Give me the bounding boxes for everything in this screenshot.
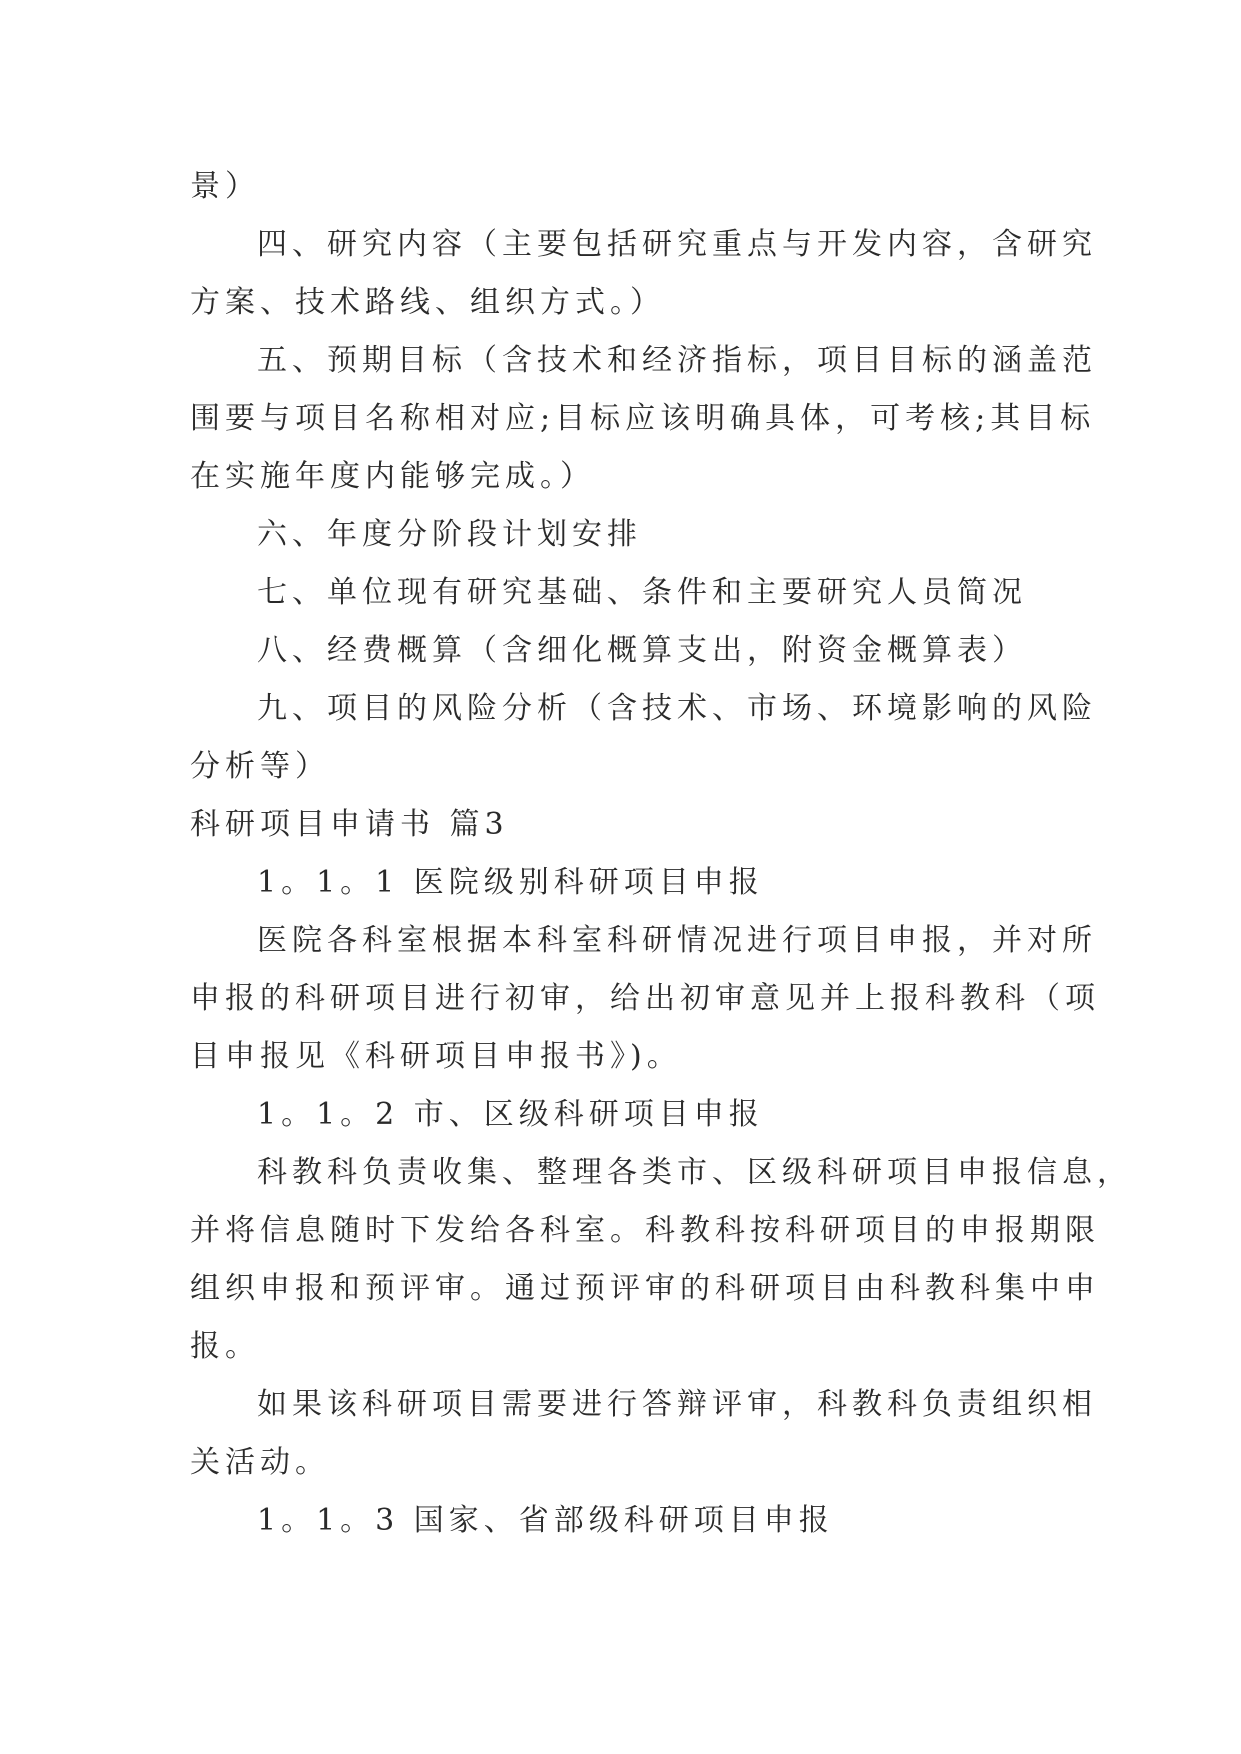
text-line: 如果该科研项目需要进行答辩评审，科教科负责组织相	[257, 1387, 1097, 1422]
text-line: 围要与项目名称相对应;目标应该明确具体，可考核;其目标	[190, 401, 1096, 436]
text-line: 并将信息随时下发给各科室。科教科按科研项目的申报期限	[190, 1213, 1100, 1248]
subsection-heading: 1。1。3 国家、省部级科研项目申报	[257, 1503, 834, 1538]
text-line: 关活动。	[190, 1445, 330, 1480]
text-line: 六、年度分阶段计划安排	[257, 517, 642, 552]
text-line: 医院各科室根据本科室科研情况进行项目申报，并对所	[257, 923, 1097, 958]
text-line: 五、预期目标（含技术和经济指标，项目目标的涵盖范	[257, 343, 1097, 378]
text-line: 方案、技术路线、组织方式。）	[190, 285, 665, 320]
text-line: 目申报见《科研项目申报书》)。	[190, 1039, 682, 1074]
section-heading: 科研项目申请书 篇3	[190, 807, 509, 842]
text-line: 九、项目的风险分析（含技术、市场、环境影响的风险	[257, 691, 1097, 726]
text-line: 七、单位现有研究基础、条件和主要研究人员简况	[257, 575, 1027, 610]
text-line: 科教科负责收集、整理各类市、区级科研项目申报信息，	[257, 1155, 1132, 1190]
text-line: 四、研究内容（主要包括研究重点与开发内容，含研究	[257, 227, 1097, 262]
text-line: 八、经费概算（含细化概算支出，附资金概算表）	[257, 633, 1027, 668]
text-line: 申报的科研项目进行初审，给出初审意见并上报科教科（项	[190, 981, 1100, 1016]
text-line: 分析等）	[190, 749, 330, 784]
text-line: 组织申报和预评审。通过预评审的科研项目由科教科集中申	[190, 1271, 1100, 1306]
text-line: 报。	[190, 1329, 260, 1364]
subsection-heading: 1。1。2 市、区级科研项目申报	[257, 1097, 764, 1132]
text-line: 景）	[190, 169, 260, 204]
subsection-heading: 1。1。1 医院级别科研项目申报	[257, 865, 764, 900]
text-line: 在实施年度内能够完成。）	[190, 459, 595, 494]
